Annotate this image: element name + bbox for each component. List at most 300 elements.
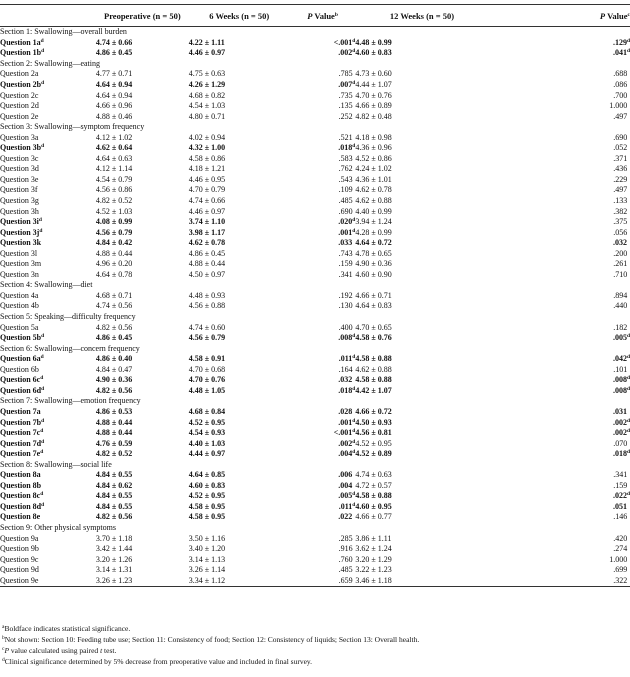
p-value-12wk (489, 544, 630, 555)
six-week-value: 4.22 ± 1.11 (188, 37, 225, 47)
p-value-12wk-text: 1.000 (609, 101, 628, 111)
question-text: Question 3a (0, 132, 39, 142)
question-label (0, 554, 96, 565)
p-value-12wk (489, 502, 630, 513)
question-label (0, 544, 96, 555)
p-value-6wk-text: .007 (338, 80, 353, 89)
p-value-6wk (290, 227, 356, 238)
table-row (0, 565, 630, 576)
table-row (0, 470, 630, 481)
table-row (0, 69, 630, 80)
table-row (0, 301, 630, 312)
preoperative-value: 4.82 ± 0.56 (95, 512, 133, 522)
six-week-value: 4.02 ± 0.94 (188, 132, 226, 142)
p-value-12wk (489, 565, 630, 576)
question-text: Question 3i (0, 217, 39, 227)
question-text: Question 6d (0, 385, 42, 395)
question-footnote-mark: d (41, 385, 45, 392)
twelve-week-value: 3.94 ± 1.24 (355, 217, 392, 227)
p-value-6wk-text: .135 (338, 101, 353, 111)
twelve-week-value: 4.60 ± 0.90 (355, 269, 392, 279)
p-value-12wk-mark: d (626, 428, 630, 435)
question-text: Question 6a (0, 354, 41, 364)
p-value-6wk-text: .285 (338, 533, 353, 543)
question-text: Question 4b (0, 301, 39, 311)
preoperative-value: 4.86 ± 0.53 (95, 406, 133, 416)
p-value-12wk (489, 69, 630, 80)
question-label (0, 481, 96, 492)
p-value-6wk-text: .002 (338, 48, 353, 58)
table-row (0, 407, 630, 418)
six-week-value: 4.54 ± 1.03 (188, 101, 226, 111)
header-6-weeks: 6 Weeks (n = 50) (189, 5, 290, 27)
twelve-week-value: 4.72 ± 0.57 (355, 480, 392, 490)
six-week-value: 4.58 ± 0.91 (188, 354, 226, 364)
p-value-12wk (489, 354, 630, 365)
p-value-12wk-text: .341 (613, 470, 628, 480)
p-value-6wk (290, 502, 356, 513)
preoperative-value: 4.88 ± 0.44 (95, 417, 133, 427)
question-text: Question 9d (0, 565, 39, 575)
twelve-week-value: 4.24 ± 1.02 (355, 164, 392, 174)
table-row (0, 322, 630, 333)
p-value-12wk-text: .133 (613, 196, 628, 206)
p-value-12wk-mark: d (626, 491, 630, 498)
question-label (0, 470, 96, 481)
question-label (0, 322, 96, 333)
question-label (0, 238, 96, 249)
six-week-value: 4.56 ± 0.79 (188, 333, 226, 343)
p-value-12wk-text: .052 (613, 143, 628, 153)
p-value-12wk (489, 270, 630, 281)
p-value-12wk (489, 143, 630, 154)
table-row (0, 164, 630, 175)
six-week-value: 4.48 ± 0.93 (188, 290, 226, 300)
p-value-12wk-text: .690 (613, 132, 628, 142)
p-value-6wk-text: .760 (338, 554, 353, 564)
twelve-week-value: 4.62 ± 0.78 (355, 185, 392, 195)
section-label: Section 6: Swallowing—concern frequency (0, 343, 140, 353)
p-value-12wk (489, 259, 630, 270)
p-value-12wk (489, 38, 630, 49)
twelve-week-value: 4.28 ± 0.99 (355, 227, 392, 237)
six-week-value: 3.50 ± 1.16 (188, 533, 226, 543)
p-value-12wk (489, 365, 630, 376)
p-value-12wk-text: .056 (613, 227, 628, 237)
p-value-6wk-text: .659 (338, 575, 353, 585)
six-week-value: 4.52 ± 0.95 (188, 491, 226, 501)
preoperative-value: 3.42 ± 1.44 (95, 544, 133, 554)
p-value-12wk-mark: d (626, 48, 630, 55)
preoperative-value: 4.64 ± 0.94 (95, 90, 133, 100)
twelve-week-value: 4.58 ± 0.88 (355, 354, 392, 364)
question-text: Question 4a (0, 290, 39, 300)
preoperative-value: 4.54 ± 0.79 (95, 174, 133, 184)
p-value-6wk (290, 38, 356, 49)
p-value-6wk-text: .005 (338, 491, 353, 501)
six-week-value: 4.46 ± 0.95 (188, 174, 226, 184)
p-value-6wk (290, 164, 356, 175)
p-value-12wk-text: .699 (613, 565, 628, 575)
question-text: Question 3h (0, 206, 39, 216)
preoperative-value: 4.08 ± 0.99 (95, 217, 133, 227)
p-value-6wk-text: .735 (338, 90, 353, 100)
section-row (0, 27, 630, 38)
p-value-12wk (489, 491, 630, 502)
question-text: Question 3c (0, 153, 39, 163)
question-label (0, 565, 96, 576)
six-week-value: 4.88 ± 0.44 (188, 259, 226, 269)
p-value-6wk-mark: d (352, 227, 356, 234)
question-label (0, 217, 96, 228)
preoperative-value: 4.84 ± 0.55 (95, 470, 133, 480)
six-week-value: 4.80 ± 0.71 (188, 111, 226, 121)
p-value-12wk (489, 481, 630, 492)
question-label (0, 132, 96, 143)
p-value-6wk (290, 375, 356, 386)
p-value-12wk-text: .031 (612, 406, 627, 416)
preoperative-value: 4.77 ± 0.71 (95, 69, 133, 79)
question-label (0, 69, 96, 80)
question-label (0, 575, 96, 586)
question-text: Question 7d (0, 438, 42, 448)
section-row (0, 459, 630, 470)
six-week-value: 4.62 ± 0.78 (188, 238, 226, 248)
question-label (0, 38, 96, 49)
p-value-6wk-text: .785 (338, 69, 353, 79)
preoperative-value: 4.86 ± 0.40 (95, 354, 133, 364)
p-value-6wk-text: .543 (338, 174, 353, 184)
question-footnote-mark: d (39, 227, 43, 234)
section-label: Section 4: Swallowing—diet (0, 280, 93, 290)
p-value-12wk-text: .018 (612, 449, 627, 459)
footnote-d: $^d$Clinical significance determined by 5% decrease from preoperative value and included in final survey. (2, 657, 313, 666)
question-label (0, 259, 96, 270)
question-footnote-mark: d (40, 37, 44, 44)
p-value-12wk-text: .710 (613, 269, 628, 279)
question-text: Question 3b (0, 143, 42, 153)
table-row (0, 38, 630, 49)
question-text: Question 9a (0, 533, 39, 543)
question-label (0, 533, 96, 544)
twelve-week-value: 4.58 ± 0.76 (355, 333, 392, 343)
p-value-12wk (489, 248, 630, 259)
p-value-6wk-text: .020 (338, 217, 353, 227)
twelve-week-value: 3.46 ± 1.18 (355, 575, 488, 586)
question-label (0, 407, 96, 418)
table-row (0, 101, 630, 112)
question-text: Question 8b (0, 480, 42, 490)
six-week-value: 4.26 ± 1.29 (188, 80, 226, 89)
preoperative-value: 4.56 ± 0.79 (95, 227, 133, 237)
twelve-week-value: 4.42 ± 1.07 (355, 385, 392, 395)
p-value-12wk (489, 206, 630, 217)
p-value-12wk (489, 80, 630, 91)
p-value-12wk-text: .032 (612, 238, 627, 248)
p-value-12wk (489, 111, 630, 122)
p-value-12wk (489, 428, 630, 439)
six-week-value: 4.86 ± 0.45 (188, 248, 226, 258)
twelve-week-value: 4.50 ± 0.93 (355, 417, 392, 427)
question-text: Question 3l (0, 248, 38, 258)
six-week-value: 4.50 ± 0.97 (188, 269, 226, 279)
question-footnote-mark: d (41, 438, 45, 445)
question-text: Question 3n (0, 269, 39, 279)
p-value-6wk (290, 386, 356, 397)
table-row (0, 386, 630, 397)
p-value-6wk-text: .916 (338, 544, 353, 554)
p-value-6wk (290, 565, 356, 576)
preoperative-value: 3.70 ± 1.18 (95, 533, 133, 543)
table-row (0, 365, 630, 376)
twelve-week-value: 4.52 ± 0.86 (355, 153, 392, 163)
question-footnote-mark: d (38, 217, 42, 224)
results-table (0, 4, 630, 587)
question-text: Question 9c (0, 554, 39, 564)
question-text: Question 6c (0, 375, 41, 385)
question-text: Question 8c (0, 491, 41, 501)
header-12-weeks: 12 Weeks (n = 50) (355, 5, 488, 27)
six-week-value: 3.34 ± 1.12 (189, 575, 290, 586)
question-text: Question 3k (0, 238, 42, 248)
table-row (0, 143, 630, 154)
question-text: Question 8a (0, 470, 41, 480)
section-row (0, 280, 630, 291)
p-value-6wk-mark: d (352, 217, 356, 224)
p-value-6wk (290, 491, 356, 502)
six-week-value: 4.52 ± 0.95 (188, 417, 226, 427)
preoperative-value: 4.96 ± 0.20 (95, 259, 133, 269)
preoperative-value: 4.64 ± 0.63 (95, 153, 133, 163)
preoperative-value: 4.68 ± 0.71 (95, 290, 133, 300)
preoperative-value: 4.12 ± 1.14 (95, 164, 133, 174)
twelve-week-value: 4.70 ± 0.76 (355, 90, 392, 100)
table-row (0, 206, 630, 217)
preoperative-value: 4.84 ± 0.47 (95, 364, 133, 374)
p-value-6wk-text: .159 (338, 259, 353, 269)
section-label: Section 7: Swallowing—emotion frequency (0, 396, 141, 406)
p-value-12wk-text: .051 (612, 501, 627, 511)
footnote-a: $^a$Boldface indicates statistical significance. (2, 624, 131, 633)
question-text: Question 2e (0, 111, 39, 121)
p-value-6wk (290, 365, 356, 376)
table-row (0, 217, 630, 228)
question-text: Question 2c (0, 90, 39, 100)
table-row (0, 554, 630, 565)
twelve-week-value: 4.18 ± 0.98 (355, 132, 392, 142)
p-value-12wk-text: .005 (612, 333, 627, 343)
question-label (0, 502, 96, 513)
p-value-6wk-text: .028 (338, 406, 353, 416)
table-row (0, 111, 630, 122)
p-value-12wk (489, 575, 630, 586)
preoperative-value: 4.52 ± 1.03 (95, 206, 133, 216)
question-label (0, 301, 96, 312)
section-label: Section 8: Swallowing—social life (0, 459, 112, 469)
p-value-12wk-text: .159 (613, 480, 628, 490)
section-row (0, 312, 630, 323)
p-value-12wk (489, 90, 630, 101)
table-row (0, 185, 630, 196)
p-value-6wk (290, 80, 356, 91)
question-label (0, 428, 96, 439)
p-value-12wk (489, 238, 630, 249)
question-text: Question 8e (0, 512, 41, 522)
p-value-12wk-text: .086 (613, 80, 628, 89)
six-week-value: 4.58 ± 0.95 (188, 501, 226, 511)
table-row (0, 248, 630, 259)
twelve-week-value: 4.44 ± 1.07 (355, 80, 392, 89)
p-value-6wk (290, 333, 356, 344)
p-value-6wk-text: .521 (338, 132, 353, 142)
question-footnote-mark: d (41, 501, 45, 508)
question-text: Question 6b (0, 364, 39, 374)
question-label (0, 206, 96, 217)
table-row (0, 80, 630, 91)
twelve-week-value: 4.58 ± 0.88 (355, 375, 392, 385)
question-text: Question 2d (0, 101, 39, 111)
table-body (0, 27, 630, 587)
p-value-6wk (290, 175, 356, 186)
p-value-12wk (489, 154, 630, 165)
p-value-6wk (290, 407, 356, 418)
p-value-12wk-text: .129 (612, 37, 627, 47)
table-row (0, 154, 630, 165)
header-preoperative: Preoperative (n = 50) (96, 5, 189, 27)
preoperative-value: 4.56 ± 0.86 (95, 185, 133, 195)
preoperative-value: 4.88 ± 0.44 (95, 428, 133, 438)
question-text: Question 7b (0, 417, 42, 427)
six-week-value: 4.58 ± 0.95 (188, 512, 226, 522)
p-value-6wk-mark: d (352, 333, 356, 340)
p-value-12wk-text: .420 (613, 533, 628, 543)
p-value-6wk (290, 322, 356, 333)
question-text: Question 3d (0, 164, 39, 174)
preoperative-value: 4.74 ± 0.66 (95, 37, 133, 47)
p-value-12wk (489, 301, 630, 312)
six-week-value: 3.14 ± 1.13 (188, 554, 226, 564)
p-value-6wk (290, 143, 356, 154)
p-value-6wk (290, 111, 356, 122)
six-week-value: 4.74 ± 0.60 (188, 322, 226, 332)
p-value-12wk (489, 533, 630, 544)
twelve-week-value: 4.60 ± 0.83 (355, 48, 392, 58)
p-value-12wk-text: .894 (613, 290, 628, 300)
twelve-week-value: 4.56 ± 0.81 (355, 428, 392, 438)
p-value-6wk (290, 438, 356, 449)
table-row (0, 48, 630, 59)
table-row (0, 132, 630, 143)
p-value-12wk-mark: d (626, 333, 630, 340)
preoperative-value: 4.82 ± 0.56 (95, 322, 133, 332)
table-row (0, 227, 630, 238)
p-value-6wk (290, 69, 356, 80)
question-label (0, 354, 96, 365)
p-value-6wk (290, 101, 356, 112)
twelve-week-value: 4.48 ± 0.99 (355, 37, 392, 47)
p-value-6wk-mark: d (352, 417, 356, 424)
p-value-12wk (489, 407, 630, 418)
p-value-12wk (489, 132, 630, 143)
table-row (0, 291, 630, 302)
p-value-12wk-text: .371 (613, 153, 628, 163)
question-label (0, 248, 96, 259)
question-text: Question 1b (0, 48, 42, 58)
p-value-6wk-text: .762 (338, 164, 353, 174)
question-text: Question 9e (0, 575, 39, 585)
preoperative-value: 4.82 ± 0.52 (95, 449, 133, 459)
twelve-week-value: 3.20 ± 1.29 (355, 554, 392, 564)
p-value-12wk (489, 175, 630, 186)
question-label (0, 111, 96, 122)
twelve-week-value: 4.66 ± 0.72 (355, 406, 392, 416)
question-footnote-mark: d (40, 449, 44, 456)
p-value-12wk (489, 449, 630, 460)
p-value-6wk (290, 575, 356, 586)
table-row (0, 333, 630, 344)
section-row (0, 396, 630, 407)
twelve-week-value: 4.40 ± 0.99 (355, 206, 392, 216)
p-value-12wk-text: .688 (613, 69, 628, 79)
six-week-value: 4.48 ± 1.05 (188, 385, 226, 395)
p-value-12wk-text: .002 (612, 428, 627, 438)
question-text: Question 9b (0, 544, 39, 554)
six-week-value: 3.40 ± 1.20 (188, 544, 226, 554)
preoperative-value: 4.88 ± 0.44 (95, 248, 133, 258)
p-value-12wk (489, 417, 630, 428)
six-week-value: 4.74 ± 0.66 (188, 196, 226, 206)
question-text: Question 8d (0, 501, 42, 511)
section-label: Section 1: Swallowing—overall burden (0, 27, 127, 37)
p-value-12wk-text: .008 (612, 385, 627, 395)
p-value-6wk-mark: d (352, 80, 356, 86)
question-label (0, 164, 96, 175)
p-value-12wk (489, 386, 630, 397)
p-value-6wk-text: .400 (338, 322, 353, 332)
section-label: Section 9: Other physical symptoms (0, 522, 116, 532)
six-week-value: 3.98 ± 1.17 (188, 227, 226, 237)
p-value-6wk-text: .018 (338, 385, 353, 395)
p-value-12wk-text: .497 (613, 185, 628, 195)
p-value-6wk (290, 259, 356, 270)
p-value-6wk (290, 48, 356, 59)
twelve-week-value: 4.66 ± 0.71 (355, 290, 392, 300)
p-value-6wk-text: <.001 (333, 37, 353, 47)
twelve-week-value: 4.90 ± 0.36 (355, 259, 392, 269)
p-value-6wk-text: .485 (338, 196, 353, 206)
twelve-week-value: 4.82 ± 0.48 (355, 111, 392, 121)
twelve-week-value: 4.70 ± 0.65 (355, 322, 392, 332)
question-text: Question 3g (0, 196, 39, 206)
question-label (0, 333, 96, 344)
p-value-12wk-text: .274 (613, 544, 628, 554)
six-week-value: 4.75 ± 0.63 (188, 69, 226, 79)
p-value-12wk-text: .229 (613, 174, 628, 184)
p-value-6wk (290, 206, 356, 217)
preoperative-value: 4.82 ± 0.52 (95, 196, 133, 206)
question-label (0, 196, 96, 207)
question-label (0, 101, 96, 112)
twelve-week-value: 4.64 ± 0.83 (355, 301, 392, 311)
p-value-6wk-text: .018 (338, 143, 353, 153)
question-label (0, 270, 96, 281)
p-value-6wk-mark: d (352, 428, 356, 435)
preoperative-value: 4.84 ± 0.55 (95, 491, 133, 501)
table-row (0, 533, 630, 544)
p-value-6wk-mark: d (352, 491, 356, 498)
question-footnote-mark: d (40, 428, 44, 435)
p-value-12wk-mark: d (626, 37, 630, 44)
